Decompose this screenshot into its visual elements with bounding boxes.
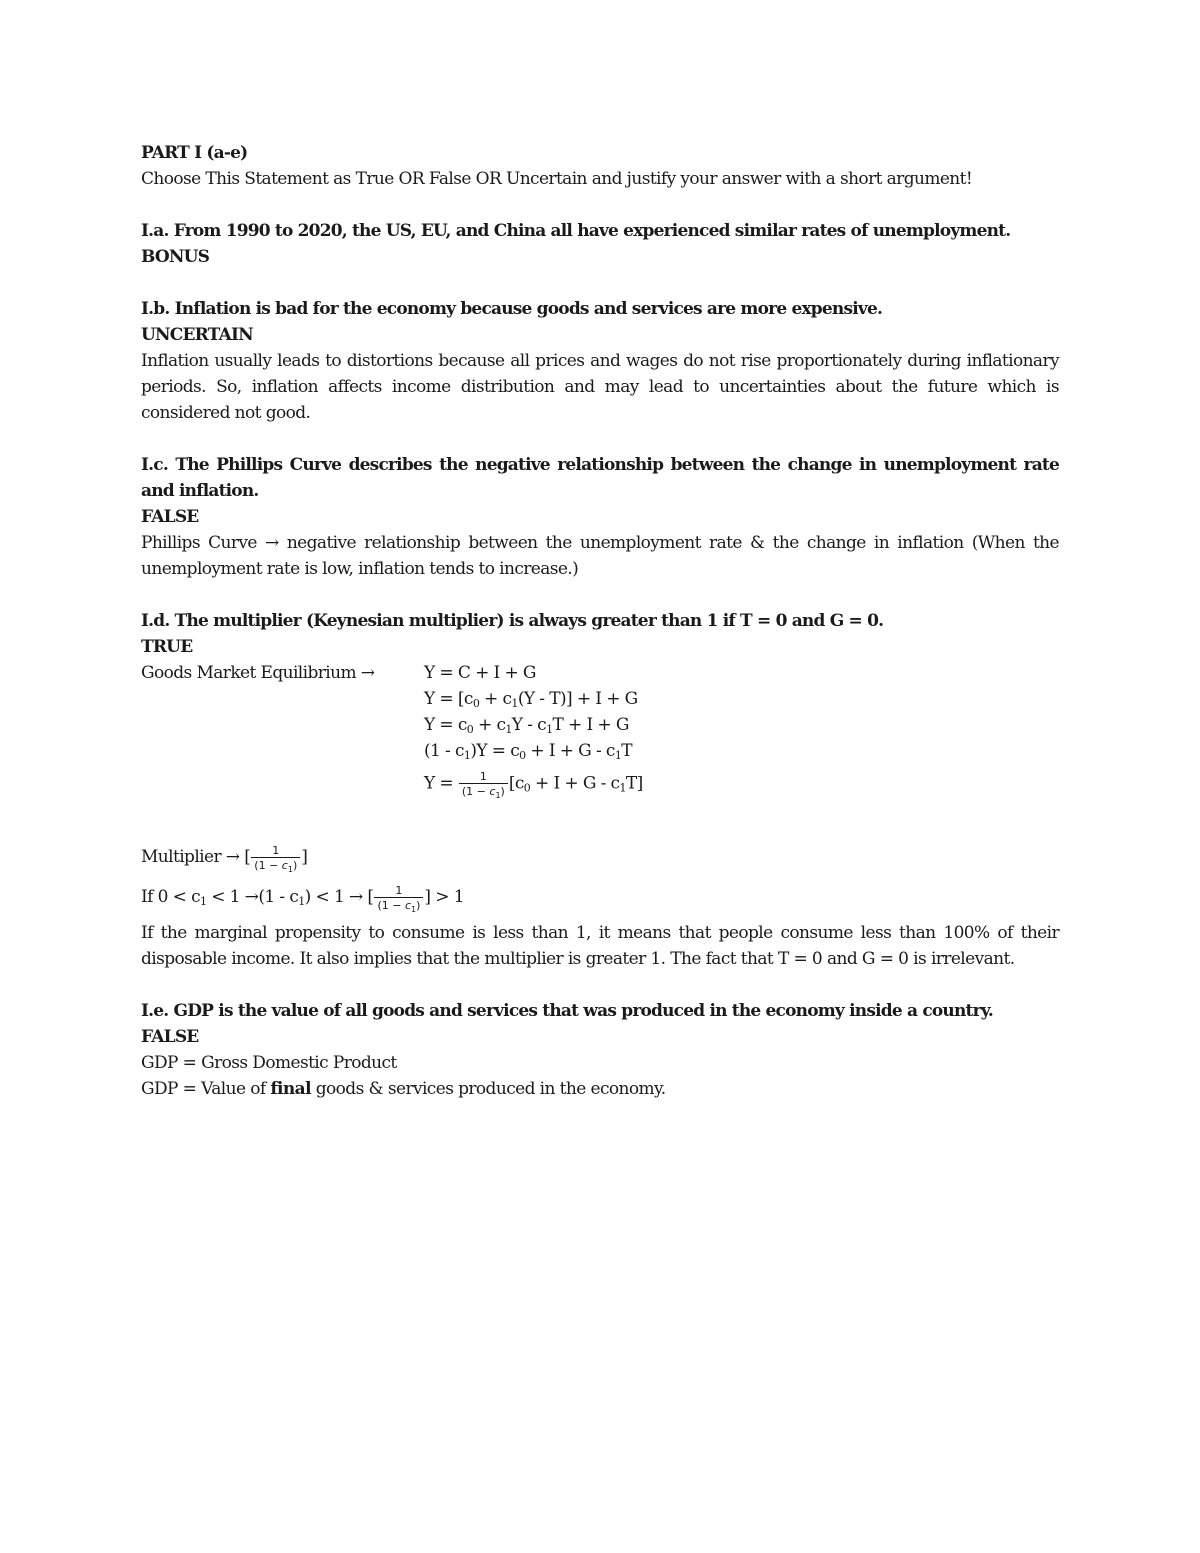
equation-4: $(1 - c_1)Y = c_0 + I + G - c_1T$ bbox=[424, 741, 632, 762]
question-a: I.a. From 1990 to 2020, the US, EU, and China all have experienced similar rates of unemployment. bbox=[141, 221, 1011, 241]
document-body bbox=[141, 140, 1059, 1102]
multiplier-line: Multiplier → [ $\frac{1}{(1 - c_1)}$ ] bbox=[141, 843, 308, 874]
explanation-e-line1: GDP = Gross Domestic Product bbox=[141, 1053, 397, 1073]
explanation-c: Phillips Curve → negative relationship between the unemployment rate & the change in inflation (When the unemployment rate is low, inflation tends to increase.) bbox=[141, 533, 1059, 579]
fraction: $\frac{1}{(1 - c_1)}$ bbox=[459, 770, 508, 798]
explanation-e-line2: GDP = Value of final goods & services produced in the economy. bbox=[141, 1079, 666, 1099]
equation-2: $Y = [c_0 + c_1(Y - T)] + I + G$ bbox=[424, 689, 638, 710]
part-instruction: Choose This Statement as True OR False OR Uncertain and justify your answer with a short argument! bbox=[141, 169, 973, 189]
equilibrium-derivation bbox=[141, 660, 1059, 840]
question-d: I.d. The multiplier (Keynesian multiplier) is always greater than 1 if T = 0 and G = 0. bbox=[141, 611, 884, 631]
explanation-d: If the marginal propensity to consume is less than 1, it means that people consume less than 100% of their disposable income. It also implies that the multiplier is greater 1. The fact that T = 0 and G = 0 is irrelevant. bbox=[141, 923, 1059, 969]
question-b: I.b. Inflation is bad for the economy because goods and services are more expensive. bbox=[141, 299, 883, 319]
answer-a: BONUS bbox=[141, 247, 210, 267]
part-title: PART I (a-e) bbox=[141, 143, 248, 163]
fraction: $\frac{1}{(1 - c_1)}$ bbox=[251, 844, 300, 872]
equation-3: $Y = c_0 + c_1Y - c_1T + I + G$ bbox=[424, 715, 629, 736]
emphasis-final: final bbox=[270, 1079, 311, 1099]
answer-b: UNCERTAIN bbox=[141, 325, 253, 345]
answer-d: TRUE bbox=[141, 637, 193, 657]
equation-5: Y = $\frac{1}{(1 - c_1)}$ $[c_0 + I + G - c_1T]$ bbox=[424, 770, 643, 800]
multiplier-label: Multiplier → bbox=[141, 847, 240, 867]
equilibrium-label: Goods Market Equilibrium → bbox=[141, 663, 375, 683]
fraction: $\frac{1}{(1 - c_1)}$ bbox=[374, 884, 423, 912]
answer-c: FALSE bbox=[141, 507, 199, 527]
question-e: I.e. GDP is the value of all goods and services that was produced in the economy inside a country. bbox=[141, 1001, 993, 1021]
equation-1: Y = C + I + G bbox=[424, 663, 536, 683]
condition-line: If $0 < c_1 < 1 \to(1 - c_1) < 1$ → [ $\frac{1}{(1 - c_1)}$ ] > 1 bbox=[141, 883, 464, 914]
explanation-b: Inflation usually leads to distortions because all prices and wages do not rise proportionately during inflationary periods. So, inflation affects income distribution and may lead to uncertainties about the future which is considered not good. bbox=[141, 351, 1059, 423]
question-c: I.c. The Phillips Curve describes the negative relationship between the change in unemployment rate and inflation. bbox=[141, 455, 1059, 501]
answer-e: FALSE bbox=[141, 1027, 199, 1047]
